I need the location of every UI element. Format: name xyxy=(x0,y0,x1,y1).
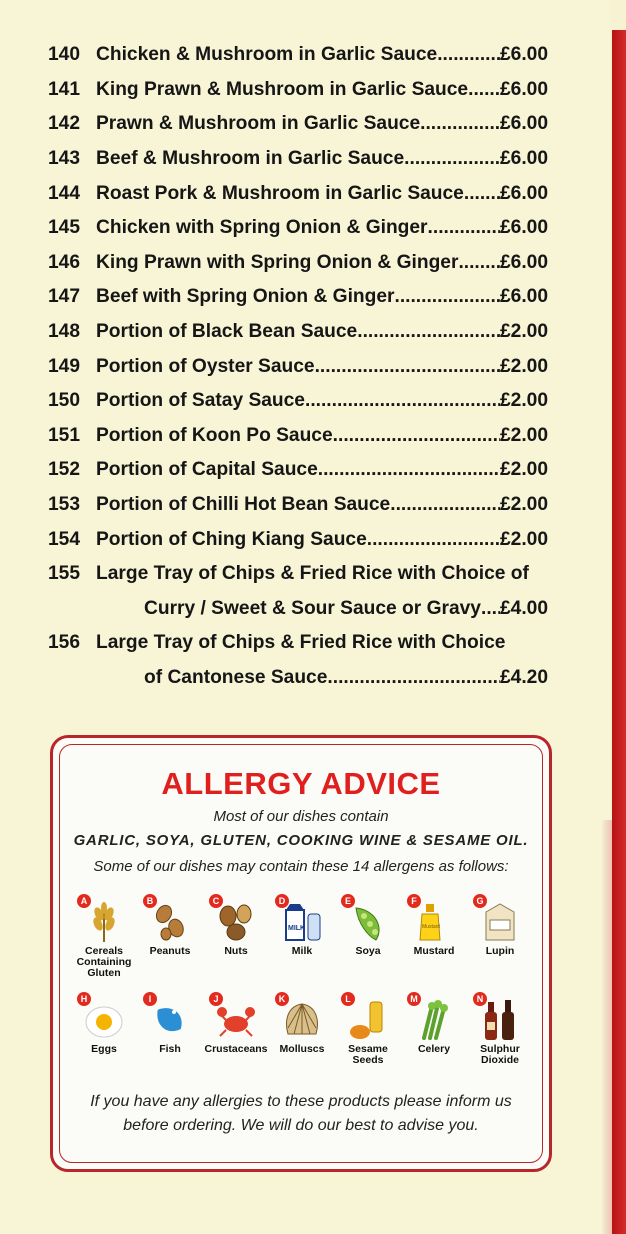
menu-item-number: 146 xyxy=(48,251,81,273)
allergen-item xyxy=(467,894,533,957)
dot-leader xyxy=(437,44,500,66)
allergen-letter-badge: D xyxy=(275,894,289,908)
menu-item-number: 140 xyxy=(48,44,81,66)
allergen-label: Peanuts xyxy=(149,945,191,957)
dot-leader xyxy=(458,252,500,274)
menu-item xyxy=(48,557,548,592)
dot-leader xyxy=(390,494,500,516)
menu-item-name: Portion of Chilli Hot Bean Sauce xyxy=(96,494,391,516)
nuts-icon xyxy=(214,900,258,944)
allergen-letter-badge: I xyxy=(143,992,157,1006)
menu-item-name: Portion of Capital Sauce xyxy=(96,459,318,481)
allergy-footer-line1: If you have any allergies to these products please inform us xyxy=(90,1093,512,1110)
allergen-label: Eggs xyxy=(91,1043,117,1055)
menu-item xyxy=(48,211,548,246)
menu-item-number: 147 xyxy=(48,286,81,308)
menu-item-price: £6.00 xyxy=(499,148,548,170)
celery-icon xyxy=(412,998,456,1042)
allergen-item xyxy=(269,992,335,1055)
menu-item xyxy=(48,384,548,419)
menu-item-name: King Prawn with Spring Onion & Ginger xyxy=(96,251,459,273)
allergy-footer xyxy=(73,1090,529,1138)
allergen-letter-badge: M xyxy=(407,992,421,1006)
allergen-label: Crustaceans xyxy=(204,1043,268,1055)
lupin-icon xyxy=(478,900,522,944)
allergen-letter-badge: F xyxy=(407,894,421,908)
menu-item xyxy=(48,142,548,177)
menu-item-number: 148 xyxy=(48,321,81,343)
menu-item-price: £2.00 xyxy=(499,355,548,377)
dot-leader xyxy=(464,183,500,205)
menu-item-name: Chicken & Mushroom in Garlic Sauce xyxy=(96,44,438,66)
allergen-label: Mustard xyxy=(413,945,455,957)
allergen-label: Cereals Containing Gluten xyxy=(76,945,132,979)
menu-item-continuation xyxy=(48,661,548,696)
sesame-icon xyxy=(346,998,390,1042)
dot-leader xyxy=(468,79,500,101)
menu-item-number: 152 xyxy=(48,459,81,481)
dot-leader xyxy=(357,321,500,343)
menu-item-price: £2.00 xyxy=(499,494,548,516)
menu-item-continuation xyxy=(48,592,548,627)
menu-item-name: Prawn & Mushroom in Garlic Sauce xyxy=(96,113,421,135)
allergy-14-intro: Some of our dishes may contain these 14 allergens as follows: xyxy=(93,858,509,875)
crab-icon xyxy=(214,998,258,1042)
allergen-item xyxy=(137,894,203,957)
allergen-letter-badge: A xyxy=(77,894,91,908)
menu-item xyxy=(48,315,548,350)
milk-icon xyxy=(280,900,324,944)
menu-item-name: Portion of Koon Po Sauce xyxy=(96,424,333,446)
peanut-icon xyxy=(148,900,192,944)
menu-item-number: 156 xyxy=(48,632,81,654)
dot-leader xyxy=(481,598,500,620)
menu-item xyxy=(48,38,548,73)
menu-item-price: £2.00 xyxy=(499,424,548,446)
menu-item-name: Roast Pork & Mushroom in Garlic Sauce xyxy=(96,182,464,204)
dot-leader xyxy=(315,356,500,378)
allergen-label: Lupin xyxy=(485,945,515,957)
fish-icon xyxy=(148,998,192,1042)
shell-icon xyxy=(280,998,324,1042)
allergen-item xyxy=(467,992,533,1066)
allergen-item xyxy=(203,992,269,1055)
menu-item xyxy=(48,246,548,281)
allergen-label: Milk xyxy=(291,945,313,957)
allergen-label: Molluscs xyxy=(279,1043,325,1055)
dot-leader xyxy=(367,529,500,551)
menu-item-number: 141 xyxy=(48,78,81,100)
menu-item-price: £2.00 xyxy=(499,528,548,550)
allergen-label: Fish xyxy=(159,1043,181,1055)
dot-leader xyxy=(428,217,500,239)
menu-item-price: £4.20 xyxy=(499,666,548,688)
allergen-letter-badge: J xyxy=(209,992,223,1006)
page-fold xyxy=(602,820,612,1234)
allergen-letter-badge: C xyxy=(209,894,223,908)
menu-item-name: Beef & Mushroom in Garlic Sauce xyxy=(96,148,405,170)
dot-leader xyxy=(404,148,500,170)
dot-leader xyxy=(333,425,500,447)
allergen-letter-badge: B xyxy=(143,894,157,908)
menu-item-name: Beef with Spring Onion & Ginger xyxy=(96,286,395,308)
menu-item-number: 145 xyxy=(48,217,81,239)
menu-item xyxy=(48,419,548,454)
menu-item-price: £6.00 xyxy=(499,113,548,135)
egg-icon xyxy=(82,998,126,1042)
menu-item-name: Large Tray of Chips & Fried Rice with Choice of xyxy=(96,563,529,585)
allergen-letter-badge: E xyxy=(341,894,355,908)
menu-item xyxy=(48,522,548,557)
allergy-intro: Most of our dishes contain xyxy=(213,808,389,825)
menu-item-number: 144 xyxy=(48,182,81,204)
menu-item-name: Chicken with Spring Onion & Ginger xyxy=(96,217,428,239)
menu-item xyxy=(48,453,548,488)
menu-item xyxy=(48,626,548,661)
allergen-item xyxy=(335,894,401,957)
menu-item xyxy=(48,176,548,211)
menu-item-price: £2.00 xyxy=(499,459,548,481)
allergy-common-ingredients: GARLIC, SOYA, GLUTEN, COOKING WINE & SESAME OIL. xyxy=(73,832,529,849)
allergen-item xyxy=(203,894,269,957)
allergen-item xyxy=(269,894,335,957)
menu-list xyxy=(48,38,548,695)
menu-item-price: £2.00 xyxy=(499,390,548,412)
allergen-letter-badge: N xyxy=(473,992,487,1006)
dot-leader xyxy=(420,113,500,135)
menu-item-number: 142 xyxy=(48,113,81,135)
menu-item-name: Portion of Ching Kiang Sauce xyxy=(96,528,367,550)
svg-text:Mustard: Mustard xyxy=(422,924,441,930)
allergen-item xyxy=(401,894,467,957)
wheat-icon xyxy=(82,900,126,944)
menu-item-number: 143 xyxy=(48,148,81,170)
menu-item-price: £6.00 xyxy=(499,286,548,308)
menu-item-number: 149 xyxy=(48,355,81,377)
dot-leader xyxy=(327,667,500,689)
menu-item-number: 151 xyxy=(48,424,81,446)
menu-item xyxy=(48,73,548,108)
allergy-footer-line2: before ordering. We will do our best to advise you. xyxy=(123,1117,479,1134)
menu-item xyxy=(48,488,548,523)
allergen-label: Sesame Seeds xyxy=(348,1043,388,1066)
allergen-item xyxy=(401,992,467,1055)
allergen-letter-badge: G xyxy=(473,894,487,908)
menu-item-name: Portion of Satay Sauce xyxy=(96,390,305,412)
menu-item-price: £6.00 xyxy=(499,78,548,100)
menu-item-number: 154 xyxy=(48,528,81,550)
allergen-label: Celery xyxy=(417,1043,451,1055)
allergen-item xyxy=(335,992,401,1066)
allergen-letter-badge: H xyxy=(77,992,91,1006)
allergy-title: ALLERGY ADVICE xyxy=(161,766,441,801)
menu-item-name: King Prawn & Mushroom in Garlic Sauce xyxy=(96,78,469,100)
allergen-label: Soya xyxy=(355,945,381,957)
menu-item-number: 150 xyxy=(48,390,81,412)
menu-item xyxy=(48,107,548,142)
svg-text:MILK: MILK xyxy=(288,925,306,932)
menu-item-price: £6.00 xyxy=(499,217,548,239)
menu-item-name: Portion of Oyster Sauce xyxy=(96,355,315,377)
menu-item-name: Portion of Black Bean Sauce xyxy=(96,321,358,343)
allergen-letter-badge: K xyxy=(275,992,289,1006)
allergen-item xyxy=(71,992,137,1055)
allergen-label: Sulphur Dioxide xyxy=(480,1043,520,1066)
allergen-item xyxy=(137,992,203,1055)
menu-item xyxy=(48,349,548,384)
dot-leader xyxy=(318,459,500,481)
page-edge-strip xyxy=(612,30,626,1234)
menu-item-price: £6.00 xyxy=(499,182,548,204)
menu-item-name: Large Tray of Chips & Fried Rice with Choice xyxy=(96,632,506,654)
allergen-letter-badge: L xyxy=(341,992,355,1006)
wine-bottle-icon xyxy=(478,998,522,1042)
menu-item-price: £4.00 xyxy=(499,597,548,619)
menu-item-price: £6.00 xyxy=(499,251,548,273)
menu-item-price: £6.00 xyxy=(499,44,548,66)
menu-item-number: 153 xyxy=(48,494,81,516)
allergy-advice-box xyxy=(50,735,552,1172)
menu-item-name-continued: of Cantonese Sauce xyxy=(144,666,328,688)
mustard-icon xyxy=(412,900,456,944)
menu-item-price: £2.00 xyxy=(499,321,548,343)
menu-item xyxy=(48,280,548,315)
soya-icon xyxy=(346,900,390,944)
dot-leader xyxy=(394,286,500,308)
menu-item-name-continued: Curry / Sweet & Sour Sauce or Gravy xyxy=(144,597,481,619)
dot-leader xyxy=(305,390,500,412)
allergen-label: Nuts xyxy=(224,945,248,957)
menu-item-number: 155 xyxy=(48,563,81,585)
allergen-item xyxy=(71,894,137,979)
